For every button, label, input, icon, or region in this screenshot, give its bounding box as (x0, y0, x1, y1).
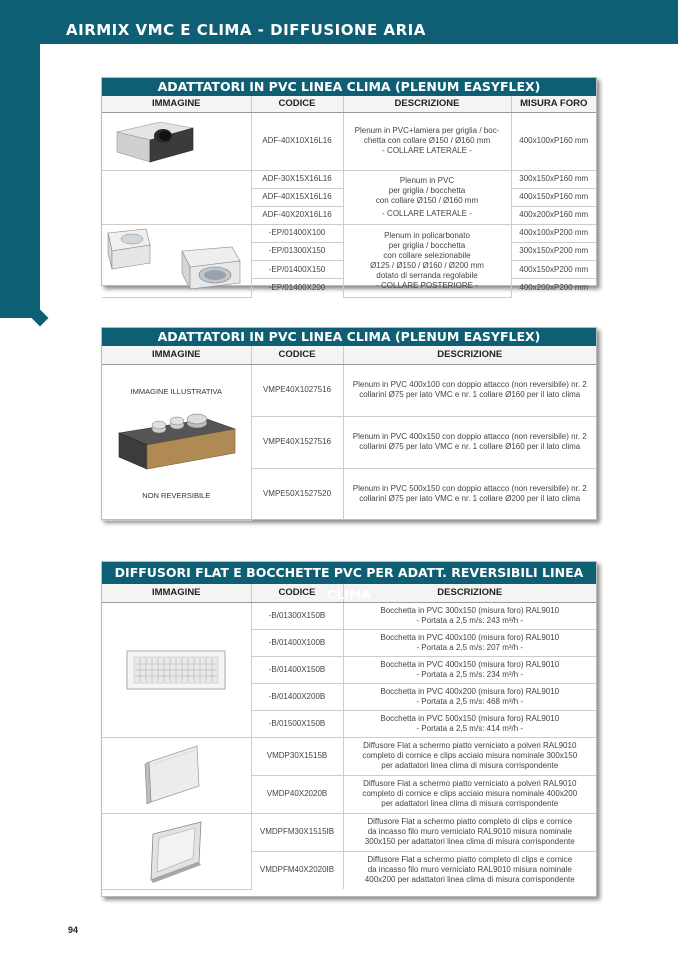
desc-line: - Portata a 2,5 m/s: 207 m³/h - (416, 642, 524, 652)
image-caption-non-reversible: NON REVERSIBILE (142, 491, 211, 500)
desc-line: per griglia / bocchetta (388, 240, 466, 250)
plenum-double-image (107, 403, 247, 487)
hole-size: 400x100xP200 mm (511, 224, 596, 242)
desc-line: Plenum in PVC (399, 175, 455, 185)
product-code: -EP/01400X150 (251, 261, 343, 279)
product-code: VMPE40X1027516 (251, 364, 343, 416)
table-row (102, 813, 596, 851)
product-description (343, 224, 511, 297)
block-title: ADATTATORI IN PVC LINEA CLIMA (PLENUM EASYFLEX) (102, 78, 596, 96)
block-title: ADATTATORI IN PVC LINEA CLIMA (PLENUM EASYFLEX) (102, 328, 596, 346)
desc-line: Diffusore Flat a schermo piatto completo di clips e cornice (367, 855, 573, 865)
product-code: -EP/01400X200 (251, 279, 343, 297)
desc-line: Bocchetta in PVC 500x150 (misura foro) RAL9010 (380, 713, 560, 723)
product-image-cell (102, 224, 251, 297)
hole-size: 400x150xP160 mm (511, 188, 596, 206)
desc-line: Bocchetta in PVC 400x200 (misura foro) RAL9010 (380, 686, 560, 696)
column-header-code: CODICE (251, 346, 343, 364)
table-row (102, 737, 596, 775)
product-description (343, 813, 596, 851)
product-image-cell (102, 364, 251, 520)
product-code: VMDP40X2020B (251, 775, 343, 813)
product-code: VMDP30X1515B (251, 737, 343, 775)
desc-line: dotato di serranda regolabile (376, 270, 478, 280)
product-code: ADF-30X15X16L16 (251, 170, 343, 188)
hole-size: 300x150xP160 mm (511, 170, 596, 188)
product-code: VMDPFM30X1515IB (251, 813, 343, 851)
desc-line: - COLLARE LATERALE - (382, 208, 472, 218)
product-description (343, 710, 596, 737)
hole-size: 400x200xP160 mm (511, 206, 596, 224)
desc-line: per adattatori linea clima di misura corrispondente (381, 799, 559, 808)
table-row (102, 112, 596, 170)
desc-line: 400x200 per adattatori linea clima di misura corrispondente (364, 875, 575, 885)
product-description (343, 775, 596, 813)
image-caption-illustrative: IMMAGINE ILLUSTRATIVA (130, 387, 222, 396)
desc-line: completo di cornice e clips acciaio misura nominale 400x200 (362, 789, 578, 798)
product-code: ADF-40X20X16L16 (251, 206, 343, 224)
product-description: Plenum in PVC 500x150 con doppio attacco (non reversibile) nr. 2 collarini Ø75 per lato VMC e nr. 1 collare Ø200 per il lato clima (352, 484, 587, 504)
column-header-description: DESCRIZIONE (343, 346, 596, 364)
product-description (343, 170, 511, 224)
product-image-cell (102, 813, 251, 889)
block-plenum-double (101, 327, 597, 520)
desc-line: chetta con collare Ø150 / Ø160 mm (363, 136, 491, 145)
desc-line: con collare selezionabile (383, 250, 471, 260)
page-title: AIRMIX VMC E CLIMA - DIFFUSIONE ARIA (66, 21, 426, 39)
product-code: -EP/01300X150 (251, 242, 343, 260)
product-description (343, 737, 596, 775)
product-image-cell (102, 170, 251, 224)
product-code: -B/01400X150B (251, 656, 343, 683)
side-band (0, 0, 40, 318)
column-header-code: CODICE (251, 584, 343, 602)
product-description (343, 112, 511, 170)
desc-line: - Portata a 2,5 m/s: 468 m³/h - (416, 696, 524, 706)
desc-line: per griglia / bocchetta (388, 185, 466, 195)
grille-image (126, 650, 226, 690)
product-code: -B/01500X150B (251, 710, 343, 737)
product-code: VMDPFM40X2020IB (251, 851, 343, 889)
flush-diffuser-image (141, 818, 211, 884)
product-image-cell (102, 112, 251, 170)
product-code: -B/01400X100B (251, 629, 343, 656)
table-row (102, 224, 596, 242)
product-image-cell (102, 737, 251, 813)
desc-line: - Portata a 2,5 m/s: 234 m³/h - (416, 669, 524, 679)
column-header-image: IMMAGINE (102, 584, 251, 602)
product-code: ADF-40X15X16L16 (251, 188, 343, 206)
desc-line: con collare Ø150 / Ø160 mm (375, 195, 479, 205)
desc-line: - Portata a 2,5 m/s: 243 m³/h - (416, 615, 524, 625)
product-description: Plenum in PVC 400x100 con doppio attacco (non reversibile) nr. 2 collarini Ø75 per lato VMC e nr. 1 collare Ø160 per il lato clima (343, 364, 596, 416)
plenum-polycarbonate-image (102, 225, 247, 297)
product-description (343, 851, 596, 889)
column-header-code: CODICE (251, 96, 343, 112)
hole-size: 300x150xP200 mm (511, 242, 596, 260)
product-table (102, 346, 596, 521)
desc-line: completo di cornice e clips acciaio misura nominale 300x150 (362, 751, 578, 760)
column-header-image: IMMAGINE (102, 96, 251, 112)
product-code: -EP/01400X100 (251, 224, 343, 242)
page-number: 94 (68, 925, 79, 935)
product-table (102, 96, 596, 298)
product-description (343, 683, 596, 710)
plenum-lateral-image (105, 114, 205, 168)
block-title: DIFFUSORI FLAT E BOCCHETTE PVC PER ADATT. REVERSIBILI LINEA CLIMA (102, 562, 596, 584)
product-code: VMPE40X1527516 (251, 416, 343, 468)
product-image-cell (102, 602, 251, 737)
column-header-image: IMMAGINE (102, 346, 251, 364)
table-row (102, 602, 596, 629)
desc-line: Plenum in PVC+lamiera per griglia / boc- (354, 126, 500, 135)
product-description (343, 602, 596, 629)
product-code: -B/01300X150B (251, 602, 343, 629)
column-header-hole-size: MISURA FORO (511, 96, 596, 112)
desc-line: per adattatori linea clima di misura corrispondente (381, 761, 559, 770)
desc-line: - COLLARE LATERALE - (382, 146, 472, 155)
desc-line: Ø125 / Ø150 / Ø160 / Ø200 mm (370, 260, 484, 270)
desc-line: 300x150 per adattatori linea clima di misura corrispondente (364, 837, 575, 846)
hole-size: 400x200xP200 mm (519, 283, 589, 293)
hole-size: 400x150xP200 mm (511, 261, 596, 279)
product-code: VMPE50X1527520 (251, 468, 343, 520)
desc-line: Bocchetta in PVC 300x150 (misura foro) RAL9010 (380, 605, 560, 615)
desc-line: da incasso filo muro verniciato RAL9010 misura nominale (367, 827, 572, 836)
desc-line: Diffusore Flat a schermo piatto verniciato a polveri RAL9010 (363, 779, 577, 788)
block-diffusers (101, 561, 597, 897)
desc-line: - Portata a 2,5 m/s: 414 m³/h - (416, 723, 524, 733)
column-header-description: DESCRIZIONE (343, 584, 596, 602)
desc-line: Plenum in policarbonato (384, 230, 470, 240)
desc-line: Diffusore Flat a schermo piatto completo di clips e cornice (367, 817, 573, 826)
hole-size: 400x100xP160 mm (511, 112, 596, 170)
product-table (102, 584, 596, 890)
desc-line: - COLLARE POSTERIORE - (376, 280, 478, 290)
product-description (343, 629, 596, 656)
desc-line: Bocchetta in PVC 400x150 (misura foro) RAL9010 (380, 659, 560, 669)
column-header-description: DESCRIZIONE (343, 96, 511, 112)
desc-line: Diffusore Flat a schermo piatto verniciato a polveri RAL9010 (363, 741, 577, 750)
flat-diffuser-image (141, 742, 211, 808)
desc-line: Bocchetta in PVC 400x100 (misura foro) RAL9010 (380, 632, 560, 642)
table-row (102, 364, 596, 416)
block-plenum-easyflex (101, 77, 597, 293)
desc-line: da incasso filo muro verniciato RAL9010 misura nominale (367, 865, 572, 875)
product-code: -B/01400X200B (251, 683, 343, 710)
product-description (343, 656, 596, 683)
table-row (102, 170, 596, 188)
product-description: Plenum in PVC 400x150 con doppio attacco (non reversibile) nr. 2 collarini Ø75 per lato VMC e nr. 1 collare Ø160 per il lato clima (343, 416, 596, 468)
product-code: ADF-40X10X16L16 (251, 112, 343, 170)
